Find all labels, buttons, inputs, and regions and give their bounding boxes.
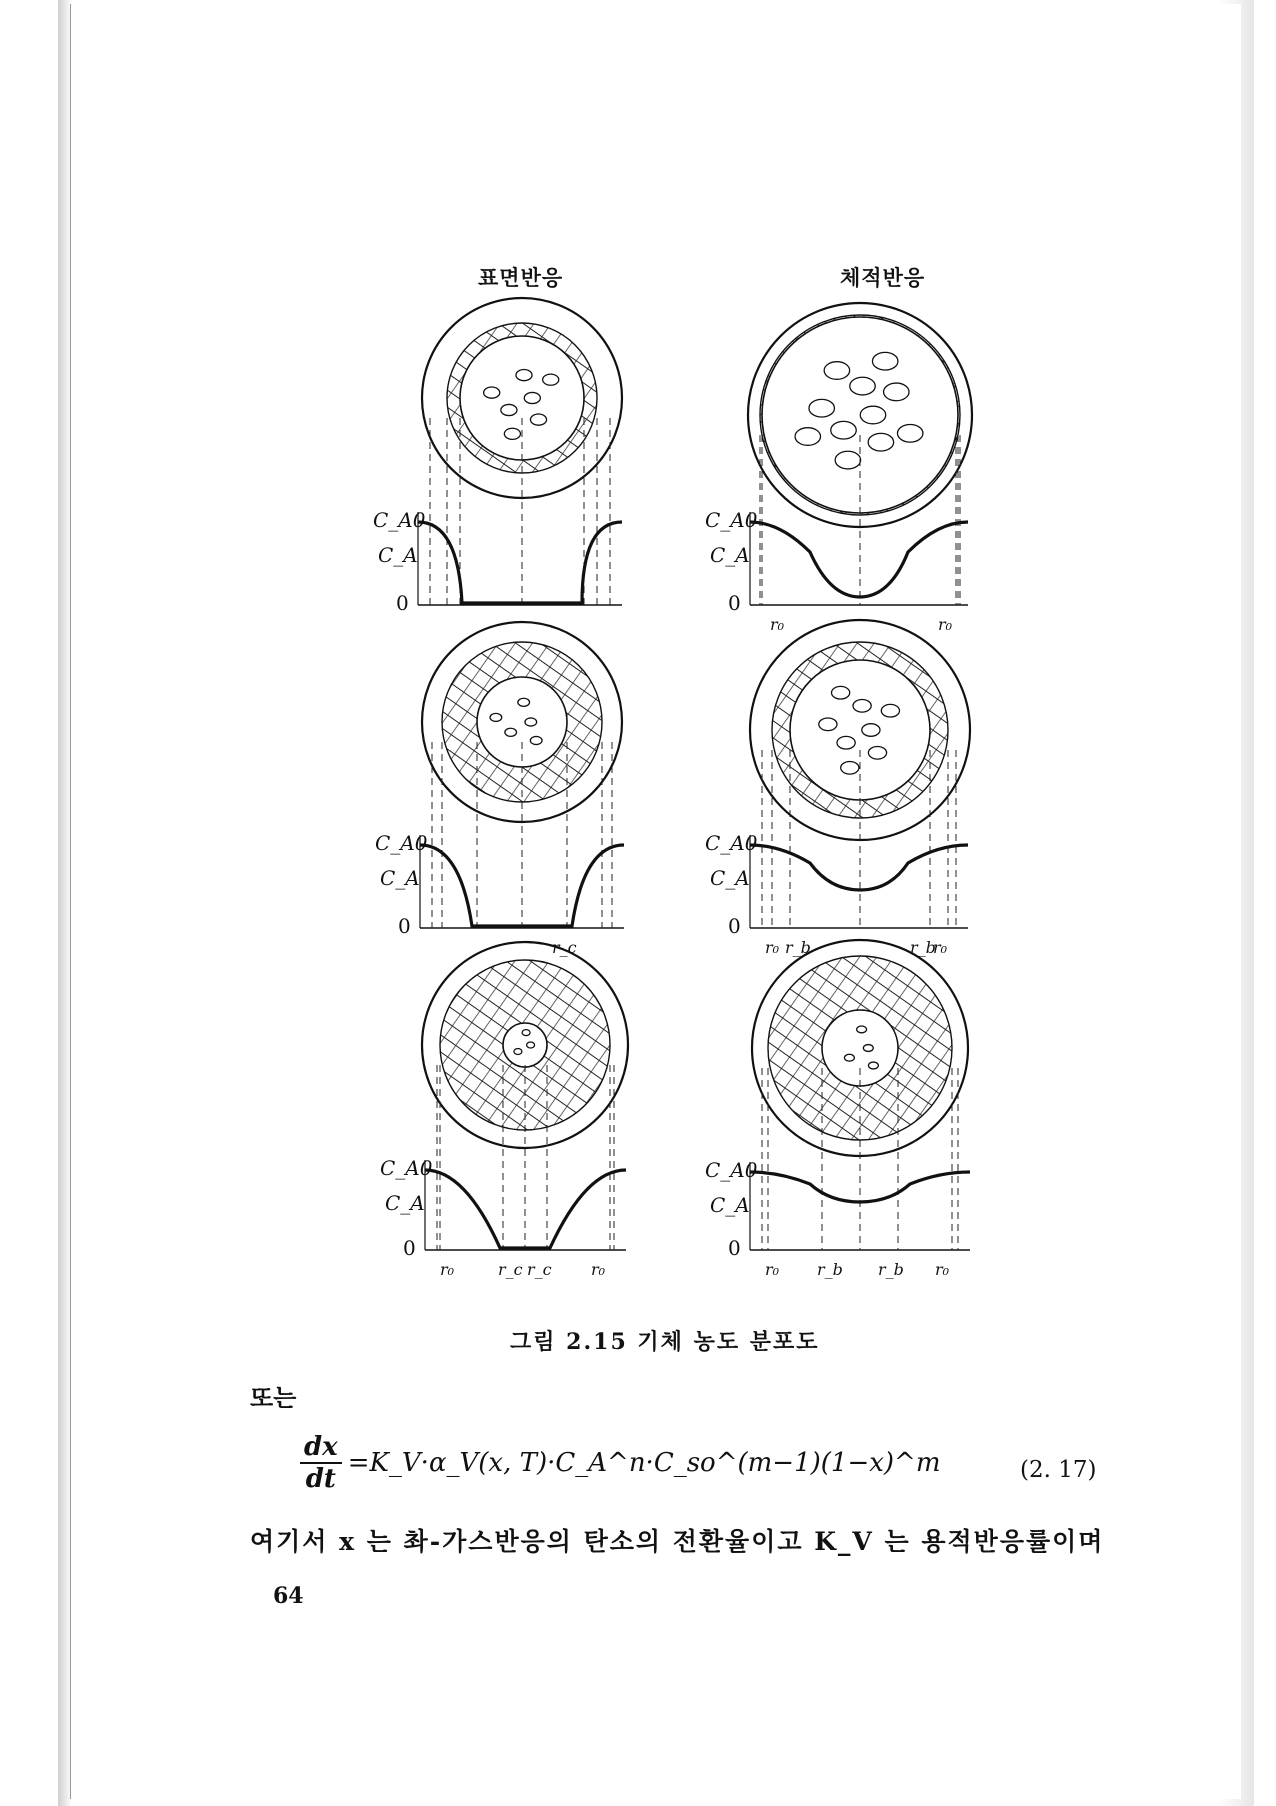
r-label-r3: r₀ xyxy=(935,1260,950,1279)
y-label-ca-l2: C_A xyxy=(380,866,420,890)
r-label-r2: r_b xyxy=(910,938,936,957)
y-label-ca-l3: C_A xyxy=(385,1191,425,1215)
body-paragraph: 여기서 x 는 촤-가스반응의 탄소의 전환율이고 K_V 는 용적반응률이며 xyxy=(250,1527,1105,1556)
y-label-zero-r3: 0 xyxy=(728,1236,741,1260)
r-label-l3: r_c xyxy=(527,1260,552,1279)
r-label-r2: r₀ xyxy=(765,938,780,957)
r-label-l2: r_c xyxy=(552,938,577,957)
r-label-l3: r_c xyxy=(498,1260,523,1279)
y-label-ca0-r3: C_A0 xyxy=(705,1158,758,1182)
r-label-r3: r₀ xyxy=(765,1260,780,1279)
equation-number: (2. 17) xyxy=(1020,1457,1097,1483)
r-label-r2: r₀ xyxy=(933,938,948,957)
y-label-ca0-r2: C_A0 xyxy=(705,831,758,855)
y-label-zero-r2: 0 xyxy=(728,914,741,938)
y-label-ca0-l2: C_A0 xyxy=(375,831,428,855)
y-label-zero-r1: 0 xyxy=(728,591,741,615)
y-label-ca-r2: C_A xyxy=(710,866,750,890)
y-label-ca0-l1: C_A0 xyxy=(373,508,426,532)
y-label-ca0-r1: C_A0 xyxy=(705,508,758,532)
y-label-zero-l3: 0 xyxy=(403,1236,416,1260)
r-label-l3: r₀ xyxy=(440,1260,455,1279)
lead-word: 또는 xyxy=(250,1383,297,1412)
r-label-r3: r_b xyxy=(878,1260,904,1279)
page-number: 64 xyxy=(273,1583,304,1609)
left-column-title: 표면반응 xyxy=(478,265,564,290)
equation-2-17 xyxy=(300,1432,940,1494)
y-label-ca-l1: C_A xyxy=(378,543,418,567)
r-label-r2: r_b xyxy=(785,938,811,957)
r-label-l3: r₀ xyxy=(591,1260,606,1279)
y-label-ca0-l3: C_A0 xyxy=(380,1156,433,1180)
y-label-ca-r1: C_A xyxy=(710,543,750,567)
figure-caption: 그림 2.15 기체 농도 분포도 xyxy=(510,1329,820,1355)
equation-fraction xyxy=(300,1432,342,1494)
equation-denominator: dt xyxy=(305,1464,336,1494)
y-label-zero-l1: 0 xyxy=(396,591,409,615)
y-label-zero-l2: 0 xyxy=(398,914,411,938)
concentration-curve-r1 xyxy=(750,522,968,597)
unreacted-core-l1 xyxy=(460,336,584,460)
equation-rhs: =K_V·α_V(x, T)·C_A^n·C_so^(m−1)(1−x)^m xyxy=(347,1448,941,1478)
r-label-r1: r₀ xyxy=(938,615,953,634)
unreacted-core-l2 xyxy=(477,677,567,767)
equation-numerator: dx xyxy=(300,1432,342,1464)
concentration-curve-l1 xyxy=(418,522,622,603)
y-label-ca-r3: C_A xyxy=(710,1193,750,1217)
right-column-title: 체적반응 xyxy=(840,265,926,290)
r-label-r1: r₀ xyxy=(770,615,785,634)
r-label-r3: r_b xyxy=(817,1260,843,1279)
concentration-curve-r2 xyxy=(750,845,968,890)
